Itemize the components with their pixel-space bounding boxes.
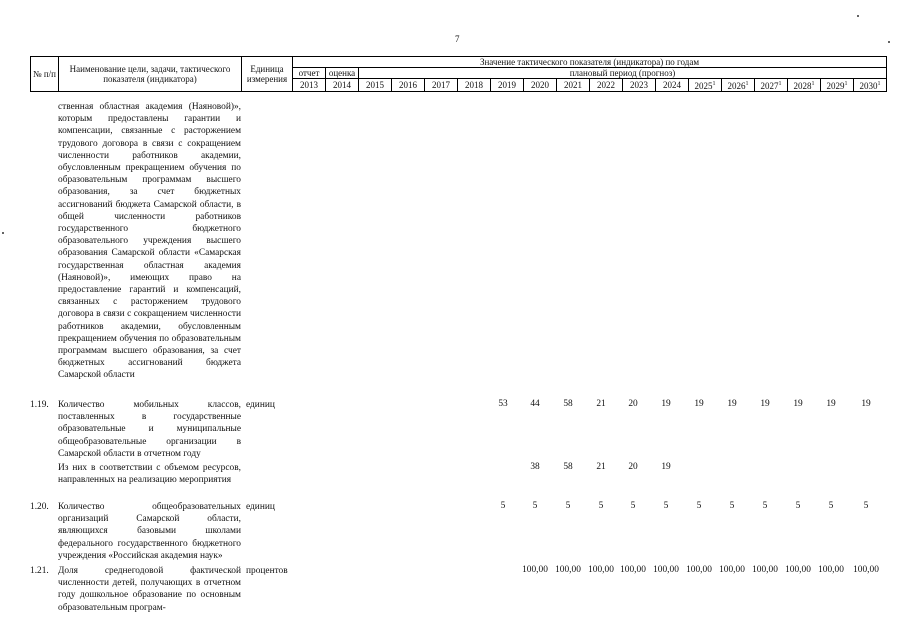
indicator-value: 19 xyxy=(826,399,836,409)
header-year: 2030$^1$ xyxy=(854,79,887,92)
scan-speck xyxy=(2,232,4,234)
header-year: 2015 xyxy=(359,79,392,92)
row-number: 1.19. xyxy=(30,400,49,410)
indicator-unit: единиц xyxy=(246,400,275,410)
header-year: 2023 xyxy=(623,79,656,92)
indicator-value: 100,00 xyxy=(588,565,614,575)
header-year: 2026$^1$ xyxy=(722,79,755,92)
indicator-value: 5 xyxy=(565,501,571,511)
header-year: 2013 xyxy=(293,79,326,92)
indicator-value: 5 xyxy=(598,501,604,511)
header-report: отчет xyxy=(293,68,326,79)
indicator-value: 100,00 xyxy=(785,565,811,575)
indicator-value: 100,00 xyxy=(555,565,581,575)
continuation-text: ственная областная академия (Наяновой)», которым предоставлены гарантии и компенсации, связанные с расторжением трудового договора в связи с сокращением численности работников академии, обусловленным прекращением обучения по образовательным программам высшего образования, за счет бюджетных ассигнований бюджета Самарской области, в общей численности работников государственного бюджетного образовательного учреждения высшего образования Самарской области «Самарская государственная областная академия (Наяновой)», имеющих право на предоставление гарантий и компенсаций, связанных с расторжением трудового договора в связи с сокращением численности работников академии, обусловленным прекращением обучения по образовательным программам высшего образования, за счет бюджетных ассигнований бюджета Самарской области xyxy=(58,102,241,381)
indicator-value: 100,00 xyxy=(719,565,745,575)
header-year: 2017 xyxy=(425,79,458,92)
header-year: 2027$^1$ xyxy=(755,79,788,92)
indicator-value: 5 xyxy=(828,501,834,511)
indicator-value: 21 xyxy=(596,399,606,409)
year-footnote-mark: 1 xyxy=(712,81,716,87)
header-unit: Единица измерения xyxy=(242,57,293,92)
header-year: 2024 xyxy=(656,79,689,92)
indicator-value: 100,00 xyxy=(752,565,778,575)
indicator-value: 21 xyxy=(596,462,606,472)
indicator-unit: процентов xyxy=(246,566,288,576)
indicator-value: 5 xyxy=(630,501,636,511)
header-name: Наименование цели, задачи, тактического показателя (индикатора) xyxy=(59,57,242,92)
indicator-value: 58 xyxy=(563,399,573,409)
indicator-value: 100,00 xyxy=(620,565,646,575)
indicator-value: 5 xyxy=(795,501,801,511)
year-footnote-mark: 1 xyxy=(778,81,782,87)
header-values: Значение тактического показателя (индикатора) по годам xyxy=(293,57,887,68)
indicator-value: 20 xyxy=(628,462,638,472)
indicator-value: 38 xyxy=(530,462,540,472)
header-year: 2025$^1$ xyxy=(689,79,722,92)
indicator-value: 100,00 xyxy=(522,565,548,575)
scan-speck xyxy=(888,41,890,43)
header-year: 2018 xyxy=(458,79,491,92)
indicator-value: 19 xyxy=(793,399,803,409)
scan-speck xyxy=(857,15,859,17)
header-num: № п/п xyxy=(31,57,59,92)
indicator-name: Из них в соответствии с объемом ресурсов, направленных на реализацию мероприятия xyxy=(58,463,241,486)
header-year: 2019 xyxy=(491,79,524,92)
indicator-value: 19 xyxy=(760,399,770,409)
indicator-value: 44 xyxy=(530,399,540,409)
year-footnote-mark: 1 xyxy=(844,81,848,87)
indicator-value: 5 xyxy=(500,501,506,511)
indicator-value: 58 xyxy=(563,462,573,472)
header-year: 2029$^1$ xyxy=(821,79,854,92)
year-footnote-mark: 1 xyxy=(745,81,749,87)
header-year: 2020 xyxy=(524,79,557,92)
indicator-name: Количество общеобразовательных организаций Самарской области, являющихся базовыми школами федерального государственного бюджетного учреждения «Российская академия наук» xyxy=(58,502,241,561)
indicator-name: Количество мобильных классов, поставленных в государственные образовательные и муниципальные общеобразовательные организации в Самарской области в отчетном году xyxy=(58,400,241,459)
indicator-value: 5 xyxy=(663,501,669,511)
indicator-value: 100,00 xyxy=(686,565,712,575)
indicator-value: 19 xyxy=(727,399,737,409)
indicator-value: 100,00 xyxy=(653,565,679,575)
indicator-value: 5 xyxy=(532,501,538,511)
indicator-value: 19 xyxy=(661,399,671,409)
header-plan: плановый период (прогноз) xyxy=(359,68,887,79)
year-footnote-mark: 1 xyxy=(877,81,881,87)
header-estimate: оценка xyxy=(326,68,359,79)
header-table xyxy=(30,56,887,92)
header-year: 2028$^1$ xyxy=(788,79,821,92)
header-year: 2014 xyxy=(326,79,359,92)
indicator-value: 5 xyxy=(762,501,768,511)
indicator-value: 20 xyxy=(628,399,638,409)
header-year: 2021 xyxy=(557,79,590,92)
indicator-name: Доля среднегодовой фактической численности детей, получающих в отчетном году дошкольное образование по основным образовательным програм- xyxy=(58,566,241,613)
indicator-value: 5 xyxy=(696,501,702,511)
page-number: 7 xyxy=(455,34,460,44)
indicator-value: 5 xyxy=(729,501,735,511)
indicator-value: 100,00 xyxy=(818,565,844,575)
row-number: 1.21. xyxy=(30,566,49,576)
header-year: 2016 xyxy=(392,79,425,92)
indicator-value: 19 xyxy=(661,462,671,472)
year-footnote-mark: 1 xyxy=(811,81,815,87)
row-number: 1.20. xyxy=(30,502,49,512)
header-year: 2022 xyxy=(590,79,623,92)
indicator-unit: единиц xyxy=(246,502,275,512)
indicator-value: 100,00 xyxy=(853,565,879,575)
indicator-value: 19 xyxy=(861,399,871,409)
indicator-value: 19 xyxy=(694,399,704,409)
indicator-value: 5 xyxy=(863,501,869,511)
indicator-value: 53 xyxy=(498,399,508,409)
